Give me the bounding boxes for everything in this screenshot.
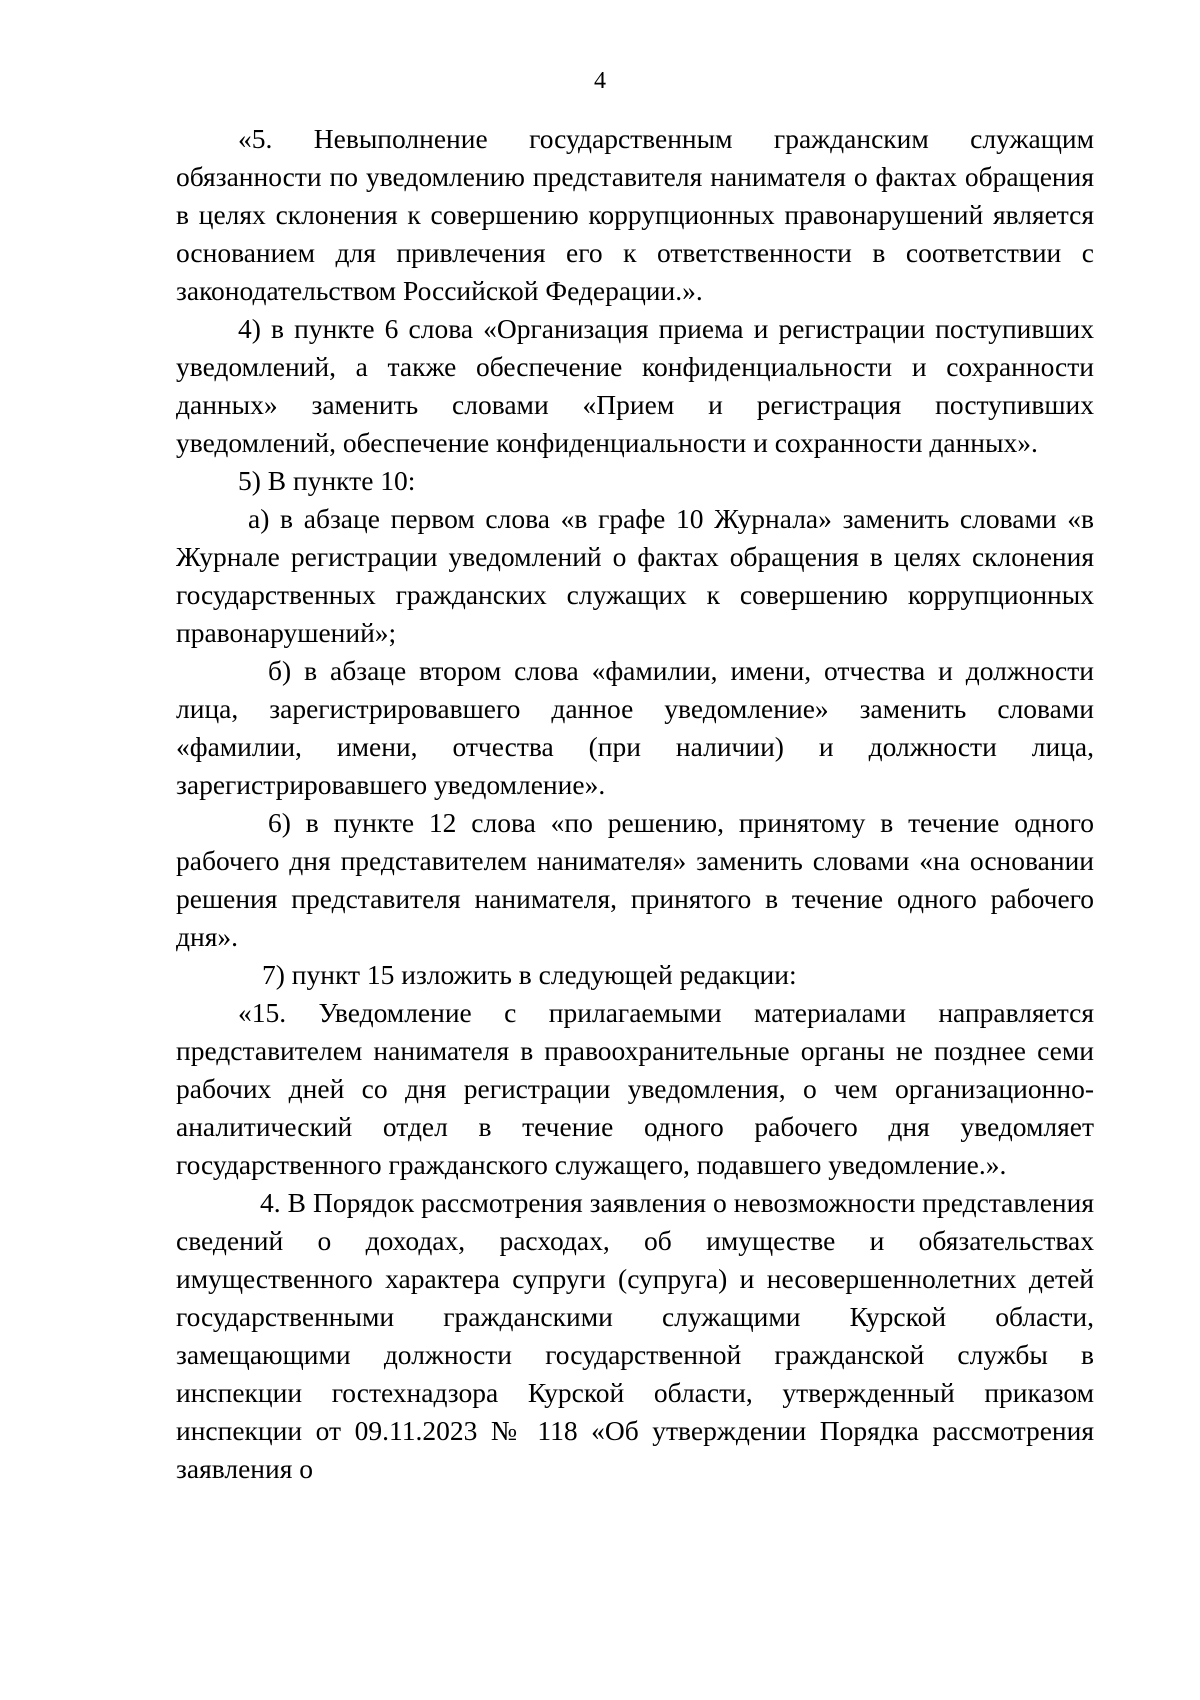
- paragraph-subclause-b: б) в абзаце втором слова «фамилии, имени, отчества и должности лица, зарегистрировавшего данное уведомление» заменить словами «фамилии, имени, отчества (при наличии) и должности лица, зарегистрировавшего уведомление».: [176, 655, 1094, 800]
- paragraph-clause-10-heading: 5) В пункте 10:: [238, 465, 416, 496]
- paragraph-clause-15-new-text: «15. Уведомление с прилагаемыми материалами направляется представителем нанимателя в правоохранительные органы не позднее семи рабочих дней со дня регистрации уведомления, о чем организационно-аналитический отдел в течение одного рабочего дня уведомляет государственного гражданского служащего, подавшего уведомление.».: [176, 997, 1094, 1180]
- document-body: [176, 120, 1094, 1488]
- paragraph-item-5-amendment-text: «5. Невыполнение государственным гражданским служащим обязанности по уведомлению представителя нанимателя о фактах обращения в целях склонения к совершению коррупционных правонарушений является основанием для привлечения его к ответственности в соответствии с законодательством Российской Федерации.».: [176, 123, 1094, 306]
- paragraph-clause-6-amendment: 4) в пункте 6 слова «Организация приема и регистрации поступивших уведомлений, а также обеспечение конфиденциальности и сохранности данных» заменить словами «Прием и регистрация поступивших уведомлений, обеспечение конфиденциальности и сохранности данных».: [176, 313, 1094, 458]
- paragraph-clause-15-heading: 7) пункт 15 изложить в следующей редакции:: [262, 959, 797, 990]
- paragraph-section-4: 4. В Порядок рассмотрения заявления о невозможности представления сведений о доходах, расходах, об имуществе и обязательствах имущественного характера супруги (супруга) и несовершеннолетних детей государственными гражданскими служащими Курской области, замещающими должности государственной гражданской службы в инспекции гостехнадзора Курской области, утвержденный приказом инспекции от 09.11.2023 № 118 «Об утверждении Порядка рассмотрения заявления о: [176, 1187, 1094, 1484]
- page-number: 4: [594, 68, 606, 94]
- paragraph-subclause-a: а) в абзаце первом слова «в графе 10 Журнала» заменить словами «в Журнале регистрации уведомлений о фактах обращения в целях склонения государственных гражданских служащих к совершению коррупционных правонарушений»;: [176, 503, 1094, 648]
- paragraph-clause-12-amendment: 6) в пункте 12 слова «по решению, принятому в течение одного рабочего дня представителем нанимателя» заменить словами «на основании решения представителя нанимателя, принятого в течение одного рабочего дня».: [176, 807, 1094, 952]
